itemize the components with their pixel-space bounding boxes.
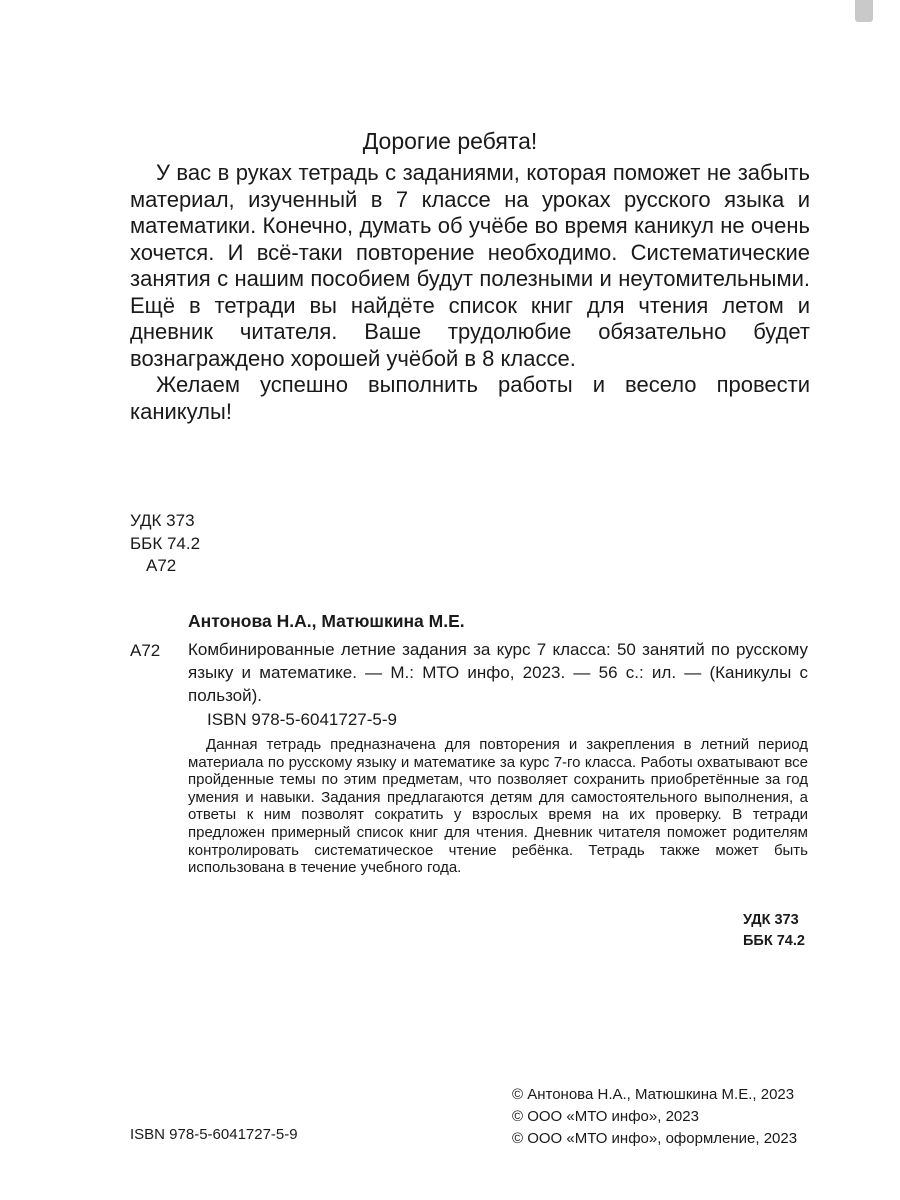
greeting-heading: Дорогие ребята! <box>362 128 538 154</box>
intro-paragraph: Желаем успешно выполнить работы и весело провести каникулы! <box>130 372 810 424</box>
bibliographic-description: Комбинированные летние задания за курс 7 класса: 50 занятий по русскому языку и математике. — М.: МТО инфо, 2023. — 56 с.: ил. — (Каникулы с пользой). <box>188 640 808 705</box>
footer-isbn: ISBN 978-5-6041727-5-9 <box>130 1126 298 1143</box>
classification-codes-right <box>743 910 805 952</box>
page-corner-mark <box>855 0 873 22</box>
intro-text <box>130 160 810 425</box>
udk-code: УДК 373 <box>743 912 799 928</box>
author-sign-margin: А72 <box>130 641 161 660</box>
classification-codes <box>130 510 200 578</box>
isbn-line: ISBN 978-5-6041727-5-9 <box>207 710 397 729</box>
copyright-line: © Антонова Н.А., Матюшкина М.Е., 2023 <box>512 1086 795 1103</box>
intro-paragraph: У вас в руках тетрадь с заданиями, которая поможет не забыть материал, изученный в 7 классе на уроках русского языка и математики. Конечно, думать об учёбе во время каникул не очень хочется. И всё-таки повторение необходимо. Систематические занятия с нашим пособием будут полезными и неутомительными. Ещё в тетради вы найдёте список книг для чтения летом и дневник читателя. Ваше трудолюбие обязательно будет вознаграждено хорошей учёбой в 8 классе. <box>130 160 810 371</box>
bbk-code: ББК 74.2 <box>743 933 805 949</box>
copyright-line: © ООО «МТО инфо», 2023 <box>512 1108 699 1125</box>
copyright-block <box>512 1084 797 1150</box>
authors-heading: Антонова Н.А., Матюшкина М.Е. <box>188 611 465 631</box>
udk-code: УДК 373 <box>130 511 195 530</box>
annotation-text: Данная тетрадь предназначена для повторения и закрепления в летний период материала по русскому языку и математике за курс 7-го класса. Работы охватывают все пройденные темы по этим предметам, что позволяет сохранить приобретённые за год умения и навыки. Задания предлагаются детям для самостоятельного выполнения, а ответы к ним позволят сократить у взрослых время на их проверку. В тетради предложен примерный список книг для чтения. Дневник читателя поможет родителям контролировать систематическое чтение ребёнка. Тетрадь также может быть использована в течение учебного года. <box>188 736 808 877</box>
copyright-line: © ООО «МТО инфо», оформление, 2023 <box>512 1130 798 1147</box>
bbk-code: ББК 74.2 <box>130 533 201 553</box>
author-sign: А72 <box>146 556 177 575</box>
